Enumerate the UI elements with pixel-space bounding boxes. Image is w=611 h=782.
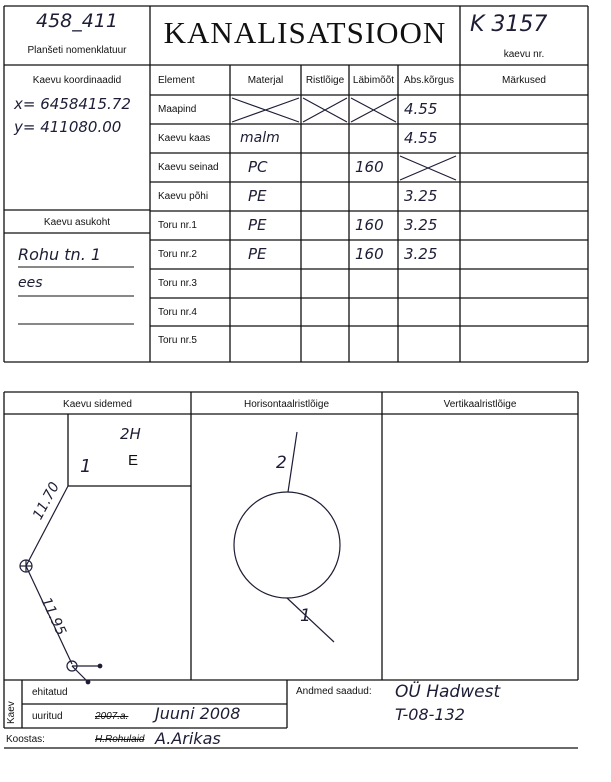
col-header-material: Materjal (247, 75, 284, 86)
row-element: Kaevu kaas (158, 133, 211, 144)
col-header-diameter: Läbimõõt (352, 75, 395, 86)
row-material: PE (248, 245, 267, 263)
page-title: KANALISATSIOON (163, 15, 447, 50)
row-element: Maapind (158, 104, 197, 115)
vertical-label: Vertikaalristlõige (443, 399, 517, 410)
location-line-1: Rohu tn. 1 (18, 245, 102, 264)
coord-y: y= 411080.00 (14, 118, 122, 136)
built-label: ehitatud (32, 687, 68, 698)
row-height: 3.25 (404, 245, 438, 263)
row-height: 3.25 (404, 187, 438, 205)
coords-label: Kaevu koordinaadid (32, 75, 122, 86)
ties-label: Kaevu sidemed (63, 399, 132, 410)
col-header-cross: Ristlõige (305, 75, 345, 86)
row-element: Kaevu seinad (158, 162, 219, 173)
row-height: 4.55 (404, 129, 438, 147)
source-number: T-08-132 (395, 705, 465, 724)
coord-x: x= 6458415.72 (14, 95, 131, 113)
building-type: E (128, 452, 139, 469)
kaev-label: Kaev (6, 701, 17, 724)
well-code: K 3157 (470, 12, 548, 37)
building-floors: 2H (120, 425, 141, 443)
row-material: PE (248, 216, 267, 234)
location-label: Kaevu asukoht (43, 217, 111, 228)
measured-printed: 2007.a. (95, 711, 129, 722)
row-diameter: 160 (355, 158, 384, 176)
row-element: Toru nr.1 (158, 220, 197, 231)
compiled-printed: H.Rohulaid (95, 734, 145, 745)
compiled-hand: A.Arikas (155, 729, 221, 748)
row-height: 4.55 (404, 100, 438, 118)
nomenclature-label: Planšeti nomenklatuur (27, 45, 127, 56)
horizontal-label: Horisontaalristlõige (243, 399, 330, 410)
distance-2: 11.95 (37, 595, 69, 639)
distance-1: 11.70 (30, 479, 63, 523)
row-material: PC (248, 158, 268, 176)
row-element: Toru nr.4 (158, 307, 197, 318)
row-material: PE (248, 187, 267, 205)
location-line-2: ees (18, 275, 43, 291)
well-label: kaevu nr. (503, 49, 545, 60)
col-header-height: Abs.kõrgus (403, 75, 455, 86)
row-element: Kaevu põhi (158, 191, 209, 202)
col-header-element: Element (158, 75, 195, 86)
row-height: 3.25 (404, 216, 438, 234)
building-number: 1 (80, 456, 92, 477)
row-element: Toru nr.5 (158, 335, 197, 346)
nomenclature-value: 458_411 (35, 10, 119, 32)
row-element: Toru nr.3 (158, 278, 197, 289)
pipe-1-label: 1 (300, 606, 311, 626)
row-diameter: 160 (355, 245, 384, 263)
measured-hand: Juuni 2008 (155, 704, 241, 723)
source-company: OÜ Hadwest (395, 682, 501, 702)
measured-label: uuritud (32, 711, 63, 722)
col-header-notes: Märkused (502, 75, 546, 86)
pipe-2-label: 2 (276, 453, 287, 473)
row-material: malm (240, 130, 280, 146)
compiled-label: Koostas: (6, 734, 45, 745)
row-element: Toru nr.2 (158, 249, 197, 260)
row-diameter: 160 (355, 216, 384, 234)
source-label: Andmed saadud: (296, 686, 372, 697)
